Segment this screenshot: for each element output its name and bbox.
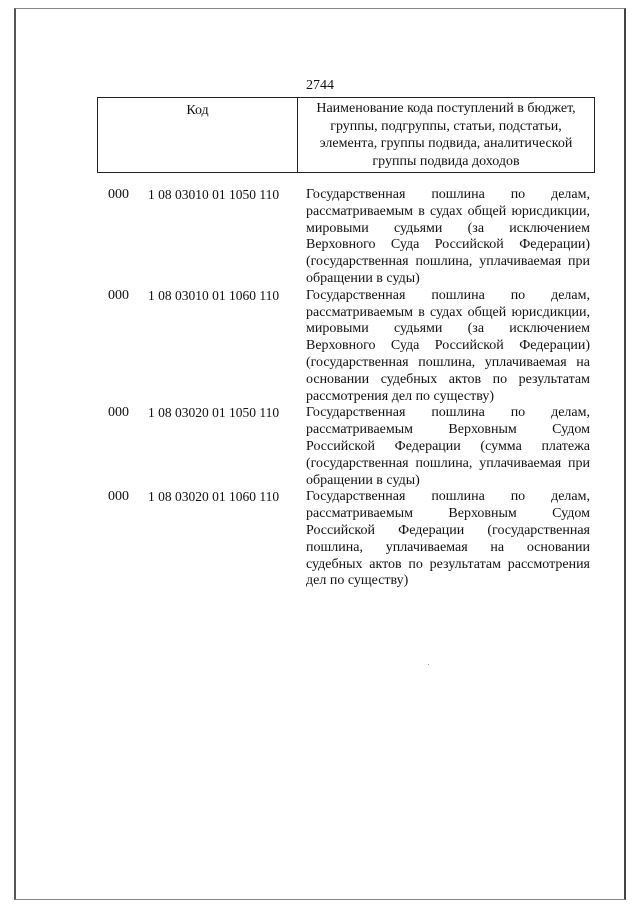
scan-speck — [428, 664, 429, 665]
admin-code: 000 — [108, 489, 129, 505]
table-row — [108, 405, 590, 489]
revenue-code: 1 08 03010 01 1050 110 — [148, 187, 280, 202]
page-number: 2744 — [306, 78, 334, 93]
table-row — [108, 489, 590, 590]
revenue-code: 1 08 03020 01 1050 110 — [148, 405, 280, 421]
revenue-code: 1 08 03020 01 1060 110 — [148, 489, 280, 505]
table-body — [108, 187, 590, 590]
revenue-name: Государственная пошлина по делам, рассматриваемым Верховным Судом Российской Федерации (сумма платежа (государственная пошлина, уплачиваемая при обращении в суды) — [306, 405, 590, 488]
header-code-cell: Код — [98, 98, 298, 172]
admin-code: 000 — [108, 287, 129, 303]
revenue-name: Государственная пошлина по делам, рассматриваемым в судах общей юрисдикции, мировыми судьями (за исключением Верховного Суда Российской Федерации) (государственная пошлина, уплачиваемая на основании судебных актов по результатам рассмотрения дел по существу) — [306, 287, 590, 404]
revenue-code: 1 08 03010 01 1060 110 — [148, 287, 280, 303]
revenue-name: Государственная пошлина по делам, рассматриваемым в судах общей юрисдикции, мировыми судьями (за исключением Верховного Суда Российской Федерации) (государственная пошлина, уплачиваемая при обращении в суды) — [306, 187, 590, 286]
header-name-cell: Наименование кода поступлений в бюджет, группы, подгруппы, статьи, подстатьи, элемента, группы подвида, аналитической группы подвида доходов — [316, 101, 576, 169]
admin-code: 000 — [108, 405, 129, 421]
revenue-name: Государственная пошлина по делам, рассматриваемым Верховным Судом Российской Федерации (государственная пошлина, уплачиваемая на основании судебных актов по результатам рассмотрения дел по существу) — [306, 489, 590, 589]
table-row — [108, 288, 590, 406]
admin-code: 000 — [108, 187, 129, 202]
table-header — [97, 97, 595, 173]
table-row — [108, 187, 590, 288]
